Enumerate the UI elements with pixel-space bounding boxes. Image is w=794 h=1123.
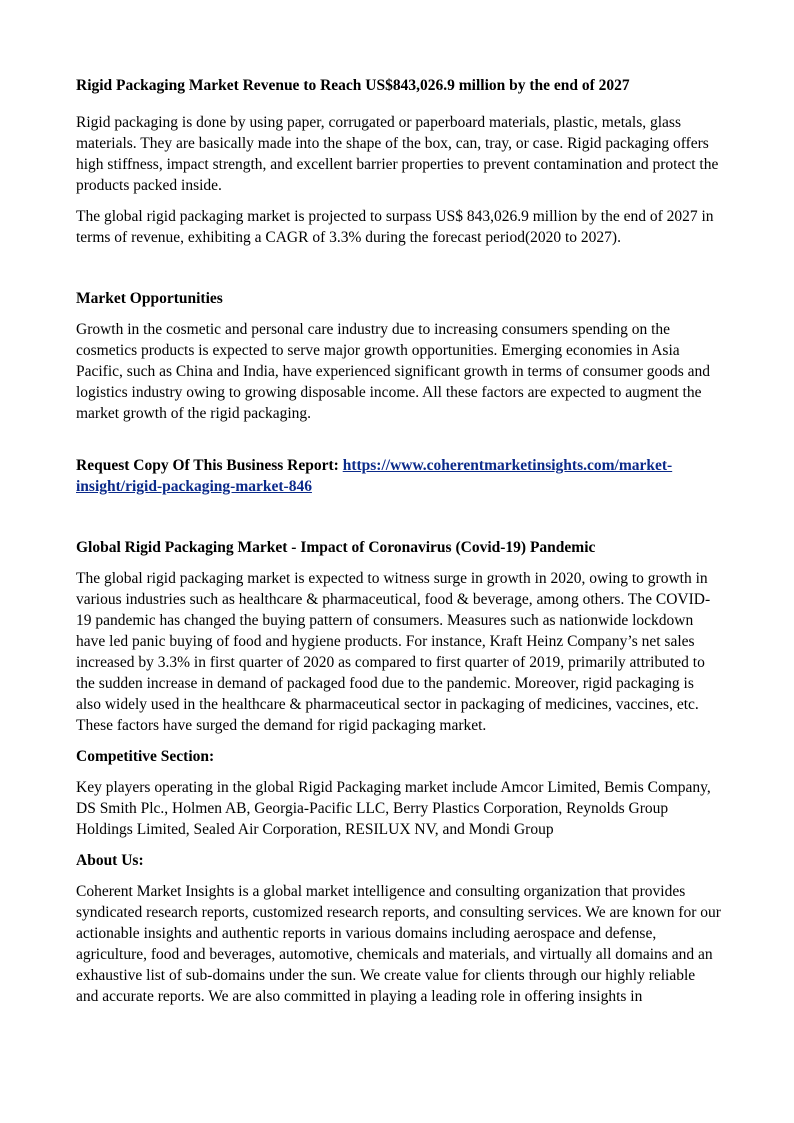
request-copy-line (76, 455, 721, 497)
intro-paragraph-1: Rigid packaging is done by using paper, corrugated or paperboard materials, plastic, metals, glass materials. They are basically made into the shape of the box, can, tray, or case. Rigid packaging offers high stiffness, impact strength, and excellent barrier properties to prevent contamination and protect the products packed inside. (76, 114, 719, 194)
opportunities-heading: Market Opportunities (76, 290, 223, 307)
opportunities-paragraph: Growth in the cosmetic and personal care industry due to increasing consumers spending on the cosmetics products is expected to serve major growth opportunities. Emerging economies in Asia Pacific, such as China and India, have experienced significant growth in terms of consumer goods and logistics industry owing to growing disposable income. All these factors are expected to augment the market growth of the rigid packaging. (76, 321, 711, 422)
competitive-heading: Competitive Section: (76, 748, 215, 765)
page-title: Rigid Packaging Market Revenue to Reach US$843,026.9 million by the end of 2027 (76, 77, 630, 94)
covid-heading: Global Rigid Packaging Market - Impact of Coronavirus (Covid-19) Pandemic (76, 539, 596, 556)
covid-paragraph: The global rigid packaging market is expected to witness surge in growth in 2020, owing to growth in various industries such as healthcare & pharmaceutical, food & beverage, among others. The COVID-19 pandemic has changed the buying pattern of consumers. Measures such as nationwide lockdown have led panic buying of food and hygiene products. For instance, Kraft Heinz Company’s net sales increased by 3.3% in first quarter of 2020 as compared to first quarter of 2019, primarily attributed to the sudden increase in demand of packaged food due to the pandemic. Moreover, rigid packaging is also widely used in the healthcare & pharmaceutical sector in packaging of medicines, vaccines, etc. These factors have surged the demand for rigid packaging market. (76, 570, 711, 734)
about-heading: About Us: (76, 852, 144, 869)
request-copy-label: Request Copy Of This Business Report: (76, 457, 343, 474)
intro-paragraph-2: The global rigid packaging market is projected to surpass US$ 843,026.9 million by the end of 2027 in terms of revenue, exhibiting a CAGR of 3.3% during the forecast period(2020 to 2027). (76, 208, 714, 246)
about-paragraph: Coherent Market Insights is a global market intelligence and consulting organization that provides syndicated research reports, customized research reports, and consulting services. We are known for our actionable insights and authentic reports in various domains including aerospace and defense, agriculture, food and beverages, automotive, chemicals and materials, and virtually all domains and an exhaustive list of sub-domains under the sun. We create value for clients through our highly reliable and accurate reports. We are also committed in playing a leading role in offering insights in (76, 883, 721, 1005)
competitive-paragraph: Key players operating in the global Rigid Packaging market include Amcor Limited, Bemis Company, DS Smith Plc., Holmen AB, Georgia-Pacific LLC, Berry Plastics Corporation, Reynolds Group Holdings Limited, Sealed Air Corporation, RESILUX NV, and Mondi Group (76, 779, 711, 838)
document-page (76, 75, 721, 1007)
report-link[interactable]: https://www.coherentmarketinsights.com/market-insight/rigid-packaging-market-846 (76, 457, 673, 495)
